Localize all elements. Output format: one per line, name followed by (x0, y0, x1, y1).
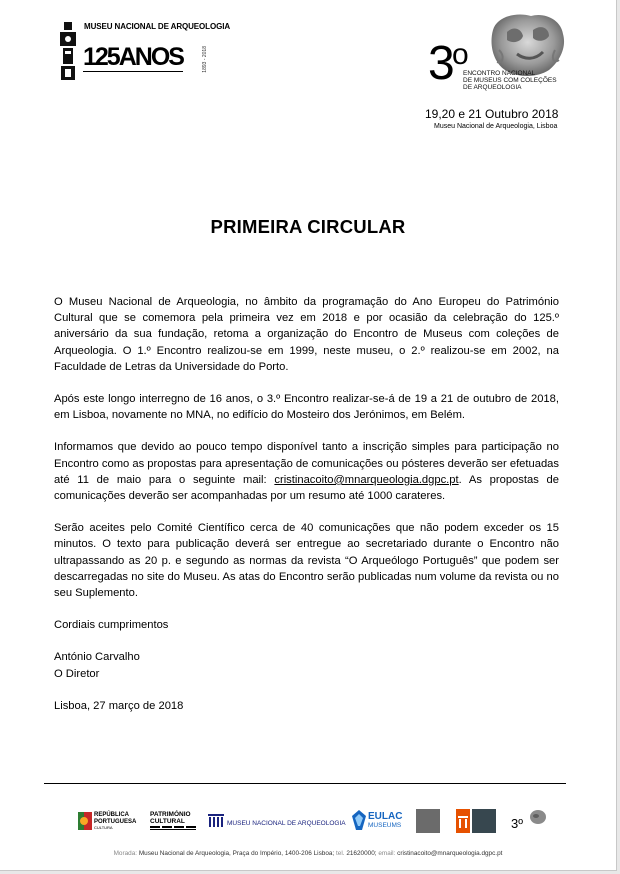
address-label: Morada: (113, 850, 138, 857)
logo-republica-line: PORTUGUESA (94, 818, 137, 825)
paragraph-dates: Após este longo interregno de 16 anos, o 3.º Encontro realizar-se-á de 19 a 21 de outubro de 2018, em Lisboa, novamente no MNA, no edifício do Mosteiro dos Jerónimos, em Belém. (54, 393, 559, 422)
footer-address-line (0, 850, 616, 857)
logo-republica-line: REPÚBLICA (94, 812, 130, 818)
tel-label: tel. (336, 850, 345, 857)
anniversary-years: 1893 - 2018 (202, 46, 208, 73)
paragraph-registration (54, 439, 559, 504)
signer-role: O Diretor (54, 667, 100, 680)
contact-email-link[interactable]: cristinacoito@mnarqueologia.dgpc.pt (274, 473, 459, 486)
document-title: PRIMEIRA CIRCULAR (210, 216, 406, 237)
registration-text: Informamos que devido ao pouco tempo disponível tanto a inscrição simples para participação no Encontro como as propostas para apresentação de comunicações ou pósteres deverão ser efetuadas até 11 de maio para o seguinte mail: (54, 441, 559, 486)
footer-email[interactable]: cristinacoito@mnarqueologia.dgpc.pt (397, 850, 503, 857)
logo-mna: MUSEU NACIONAL DE ARQUEOLOGIA (227, 820, 346, 827)
logo-encontro-small: 3º (511, 816, 523, 831)
event-number: 3 (428, 37, 454, 90)
mna-figure-icon (57, 22, 79, 80)
patrimonio-stripes-icon (150, 826, 196, 832)
event-venue: Museu Nacional de Arqueologia, Lisboa (434, 123, 558, 130)
event-title-line: DE ARQUEOLOGIA (463, 84, 522, 91)
paragraph-intro: O Museu Nacional de Arqueologia, no âmbito da programação do Ano Europeu do Património Cultural que se comemora pela primeira vez em 2018 e por ocasião da celebração do 125.º aniversário da sua fundação, retoma a organização do Encontro de Museus com coleções de Arqueologia. O 1.º Encontro realizou-se em 1999, neste museu, o 2.º realizou-se em 2002, na Faculdade de Letras da Universidade do Porto. (54, 296, 559, 373)
event-dates: 19,20 e 21 Outubro 2018 (425, 107, 559, 121)
logo-patrimonio-line: CULTURAL (150, 817, 185, 825)
place-date: Lisboa, 27 março de 2018 (54, 699, 184, 712)
partner-logo-box (416, 809, 440, 833)
signer-name: António Carvalho (54, 651, 140, 664)
partner-logo-dark (472, 809, 496, 833)
mna-columns-icon (208, 814, 224, 828)
logo-patrimonio (150, 812, 191, 825)
paragraph-submissions: Serão aceites pelo Comité Científico cerca de 40 comunicações que não podem exceder os 15 minutos. O texto para publicação deverá ser entregue ao secretariado durante o Encontro não ultrapassando as 20 p. e segundo as normas da revista “O Arqueólogo Português” que podem ser descarregadas no site do Museu. As atas do Encontro serão publicadas num volume da revista ou no seu Suplemento. (54, 522, 559, 600)
email-label: email: (378, 850, 396, 857)
anniversary-mark: 125ANOS (83, 43, 183, 71)
address-text: Museu Nacional de Arqueologia, Praça do Império, 1400-206 Lisboa; (138, 850, 335, 857)
eulac-emblem-icon (352, 810, 366, 830)
logo-republica (94, 812, 136, 832)
footer-divider (44, 783, 566, 784)
logo-eulac-line: EULAC (368, 811, 403, 822)
event-ordinal: o (452, 38, 469, 71)
republica-emblem-icon (78, 812, 92, 830)
logo-eulac-line: MUSEUMS (368, 822, 402, 829)
event-title-line: ENCONTRO NACIONAL (463, 70, 536, 77)
registration-text-end: . As propostas de comunicações deverão ser acompanhadas por um resumo até 1000 carateres. (54, 473, 559, 503)
event-title-line: DE MUSEUS COM COLEÇÕES (463, 77, 557, 84)
stone-mini-icon (530, 810, 546, 824)
tel-text: 21620000; (346, 850, 377, 857)
portico-icon (458, 816, 468, 828)
letter-body (54, 294, 559, 730)
closing-greeting: Cordiais cumprimentos (54, 619, 169, 632)
logo-eulac (368, 812, 402, 830)
museum-name: MUSEU NACIONAL DE ARQUEOLOGIA (84, 22, 230, 31)
logo-patrimonio-line: PATRIMÓNIO (150, 811, 191, 818)
logo-republica-line: CULTURA (94, 825, 113, 830)
event-title (463, 70, 557, 91)
